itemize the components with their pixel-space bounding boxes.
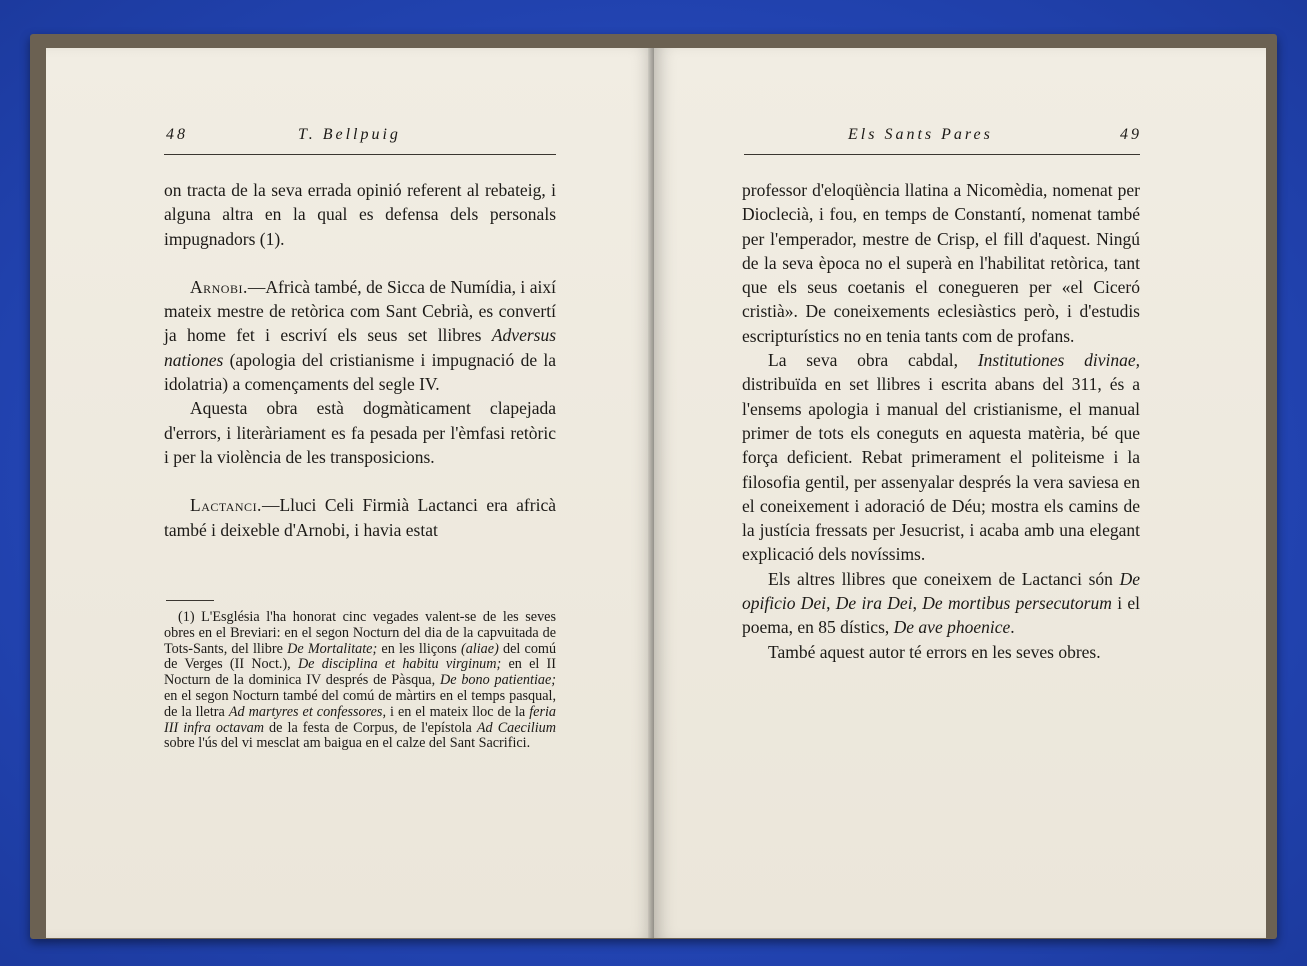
page-number-left: 48 — [166, 126, 188, 143]
spacer — [164, 469, 556, 493]
dash: — — [261, 495, 280, 516]
text: Lluci Celi Firmià Lactanci era africà també i deixeble d'Arnobi, i havia estat — [164, 495, 556, 540]
page-number-right: 49 — [1120, 126, 1142, 143]
text: (apologia del cristianisme i impugnació de la idolatria) a començaments del segle IV. — [164, 349, 557, 395]
fn-italic: De disciplina et habitu virginum; — [297, 656, 502, 673]
italic-title: Institutiones divinae, — [977, 350, 1141, 371]
separator: , — [826, 593, 831, 614]
fn-italic: De Mortalitate; — [287, 640, 378, 657]
italic-title: De opificio Dei — [742, 568, 1140, 614]
dash: — — [247, 276, 266, 297]
fn-text: en el segon Nocturn també del comú de màrtirs en el temps pasqual, de la lletra — [164, 687, 556, 720]
fn-italic: feria III infra octavam — [164, 703, 556, 736]
text: i el poema, en 85 dístics, — [742, 593, 1141, 638]
right-page — [654, 48, 1266, 938]
text: La seva obra cabdal, — [768, 350, 959, 371]
italic-title: De ave phoenice — [893, 617, 1011, 638]
fn-text: en el II Nocturn de la dominica IV després de Pàsqua, — [164, 656, 556, 689]
text: distribuïda en set llibres i escrita abans del 311, és a l'ensems apologia i manual del cristianisme, el manual primer de tots els coneguts en aquesta matèria, bé que força deficient. Rebat primerament el politeisme i la filosofia gentil, per assenyalar després la vera saviesa en el coneixement i adoració de Déu; mostra els camins de la justícia fressats per Jesucrist, i acaba amb una elegant explicació dels novíssims. — [742, 374, 1140, 565]
header-rule-right — [744, 154, 1140, 155]
fn-italic: (aliae) — [460, 640, 499, 657]
fn-text: L'Església l'ha honorat cinc vegades valent-se de les seves obres en el Breviari: en el segon Nocturn del dia de la capvuitada de Tots-Sants, del llibre — [164, 609, 556, 657]
right-body-text — [742, 178, 1140, 664]
paragraph — [742, 567, 1140, 640]
fn-italic: Ad martyres et confessores, — [228, 703, 386, 720]
fn-text: de la festa de Corpus, de l'epístola — [269, 719, 472, 736]
footnote — [164, 610, 556, 752]
fn-text: i en el mateix lloc de la — [390, 703, 526, 720]
text: Africà també, de Sicca de Numídia, i així mateix mestre de retòrica com Sant Cebrià, es convertí ja home fet i escriví els seus set llibres — [164, 276, 556, 346]
separator: . — [1010, 617, 1015, 638]
text: Els altres llibres que coneixem de Lactanci són — [768, 568, 1113, 589]
paragraph-lactanci — [164, 493, 556, 542]
fn-italic: Ad Caecilium — [476, 719, 557, 736]
running-head-left: T. Bellpuig — [298, 126, 401, 143]
header-rule-left — [164, 154, 556, 155]
fn-text: en les lliçons — [381, 640, 457, 657]
italic-title: De mortibus persecutorum — [922, 593, 1112, 614]
fn-text: del comú de Verges (II Noct.), — [164, 640, 557, 673]
footnote-rule — [166, 600, 214, 601]
fn-text: sobre l'ús del vi mesclat am baigua en el calze del Sant Sacrifici. — [164, 735, 531, 752]
paragraph — [742, 348, 1140, 567]
separator: , — [912, 593, 917, 614]
left-page — [46, 48, 654, 938]
footnote-marker: (1) — [178, 609, 195, 625]
paragraph: professor d'eloqüència llatina a Nicomèdia, nomenat per Dioclecià, i fou, en temps de Constantí, nomenat també per l'emperador, mestre de Crisp, el fill d'aquest. Ningú de la seva època no el superà en l'habilitat retòrica, tant que els seus coetanis el conegueren per «el Ciceró cristià». De coneixements eclesiàstics però, i d'estudis escripturístics no en tenia tants com de profans. — [742, 180, 1140, 346]
paragraph: També aquest autor té errors en les seves obres. — [768, 641, 1101, 662]
paragraph-arnobi — [164, 275, 556, 396]
lactanci-label: Lactanci. — [190, 495, 262, 516]
italic-title: De ira Dei — [835, 593, 913, 614]
fn-italic: De bono patientiae; — [439, 672, 557, 689]
arnobi-label: Arnobi. — [190, 276, 248, 297]
left-body-text — [164, 178, 556, 542]
italic-title: Adversus nationes — [164, 325, 557, 370]
paragraph: on tracta de la seva errada opinió referent al rebateig, i alguna altra en la qual es defensa dels personals impugnadors (1). — [164, 180, 556, 249]
paragraph: Aquesta obra està dogmàticament clapejada d'errors, i literàriament es fa pesada per l'èmfasi retòric i per la violència de les transposicions. — [164, 398, 556, 467]
spacer — [164, 251, 556, 275]
running-head-right: Els Sants Pares — [848, 126, 993, 143]
